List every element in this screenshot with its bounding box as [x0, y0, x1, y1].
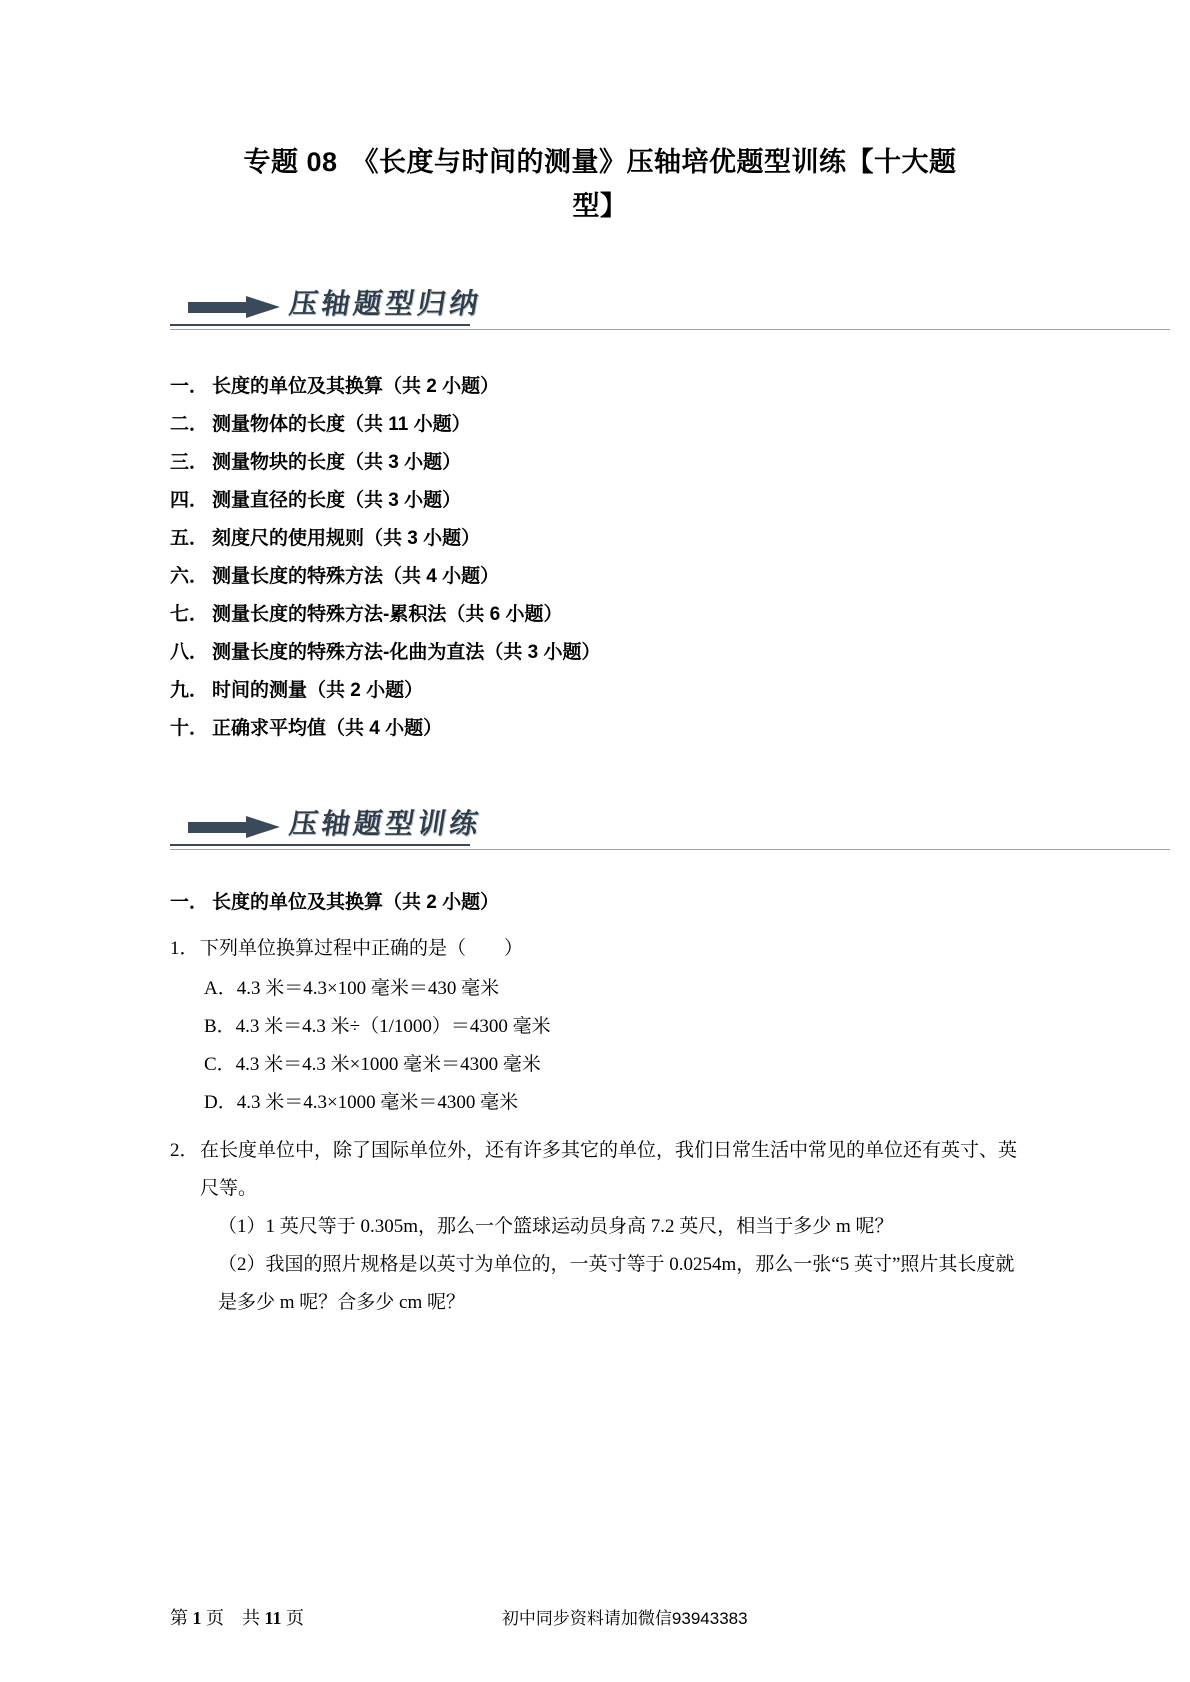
list-item: [170, 558, 1030, 596]
list-item: [170, 482, 1030, 520]
page-title: [170, 140, 1030, 228]
question-1: [170, 930, 1030, 1122]
arrow-right-icon: [188, 816, 280, 838]
outline-index: 一．: [170, 376, 209, 397]
banner-divider: [170, 329, 1170, 330]
page-title-line-2: 型】: [572, 191, 628, 221]
page-title-line-1: 专题 08 《长度与时间的测量》压轴培优题型训练【十大题: [243, 147, 957, 177]
choice-list: [170, 970, 1030, 1122]
outline-index: 九．: [170, 680, 209, 701]
question-number: 2．: [170, 1140, 199, 1161]
choice-b: B．4.3 米＝4.3 米÷（1/1000）＝4300 毫米: [204, 1016, 551, 1037]
outline-label: 测量长度的特殊方法（共 4 小题）: [212, 566, 500, 587]
banner-divider-bold: [170, 844, 470, 846]
banner-divider: [170, 849, 1170, 850]
outline-label: 测量物体的长度（共 11 小题）: [212, 414, 471, 435]
outline-index: 八．: [170, 642, 209, 663]
choice-d: D．4.3 米＝4.3×1000 毫米＝4300 毫米: [204, 1092, 519, 1113]
page-number-current: 1: [192, 1608, 202, 1628]
banner-summary: [170, 286, 1030, 332]
page-number-middle: 页 共: [206, 1608, 260, 1628]
outline-index: 六．: [170, 566, 209, 587]
outline-label: 测量物块的长度（共 3 小题）: [212, 452, 462, 473]
choice-c: C．4.3 米＝4.3 米×1000 毫米＝4300 毫米: [204, 1054, 541, 1075]
outline-index: 三．: [170, 452, 209, 473]
list-item: [170, 406, 1030, 444]
banner-summary-label: 压轴题型归纳: [287, 288, 485, 319]
question-part-2: （2）我国的照片规格是以英寸为单位的，一英寸等于 0.0254m，那么一张“5 英寸”照片其长度就是多少 m 呢？合多少 cm 呢？: [218, 1254, 1015, 1313]
section-index: 一．: [170, 892, 209, 913]
list-item: [170, 520, 1030, 558]
choice-a: A．4.3 米＝4.3×100 毫米＝430 毫米: [204, 978, 500, 999]
list-item: [170, 710, 1030, 748]
outline-label: 测量直径的长度（共 3 小题）: [212, 490, 462, 511]
outline-label: 刻度尺的使用规则（共 3 小题）: [212, 528, 481, 549]
page-number-prefix: 第: [170, 1608, 188, 1628]
question-stem: 在长度单位中，除了国际单位外，还有许多其它的单位，我们日常生活中常见的单位还有英寸、英尺等。: [200, 1140, 1018, 1199]
outline-label: 时间的测量（共 2 小题）: [212, 680, 424, 701]
outline-label: 正确求平均值（共 4 小题）: [212, 718, 443, 739]
section-label: 长度的单位及其换算（共 2 小题）: [212, 892, 500, 913]
banner-training-label: 压轴题型训练: [287, 808, 485, 839]
arrow-right-icon: [188, 296, 280, 318]
outline-index: 五．: [170, 528, 209, 549]
page-content: [170, 140, 1030, 1322]
list-item: [170, 672, 1030, 710]
outline-index: 四．: [170, 490, 209, 511]
page-number: [170, 1604, 304, 1630]
outline-label: 测量长度的特殊方法-化曲为直法（共 3 小题）: [212, 642, 601, 663]
outline-index: 二．: [170, 414, 209, 435]
question-part-1: （1）1 英尺等于 0.305m，那么一个篮球运动员身高 7.2 英尺，相当于多少 m 呢？: [218, 1216, 894, 1237]
outline-label: 测量长度的特殊方法-累积法（共 6 小题）: [212, 604, 563, 625]
page-number-total: 11: [264, 1608, 282, 1628]
section-heading: [170, 886, 1030, 920]
list-item: [170, 596, 1030, 634]
outline-list: [170, 368, 1030, 748]
banner-training: [170, 806, 1030, 852]
question-number: 1．: [170, 938, 199, 959]
outline-index: 七．: [170, 604, 209, 625]
footer-note: 初中同步资料请加微信93943383: [501, 1609, 748, 1628]
page-footer: [170, 1604, 1050, 1634]
banner-divider-bold: [170, 324, 470, 326]
list-item: [170, 444, 1030, 482]
outline-index: 十．: [170, 718, 209, 739]
list-item: [170, 634, 1030, 672]
list-item: [170, 368, 1030, 406]
page-number-suffix: 页: [286, 1608, 305, 1628]
outline-label: 长度的单位及其换算（共 2 小题）: [212, 376, 500, 397]
question-2: [170, 1132, 1030, 1322]
question-stem: 下列单位换算过程中正确的是（ ）: [200, 938, 524, 959]
